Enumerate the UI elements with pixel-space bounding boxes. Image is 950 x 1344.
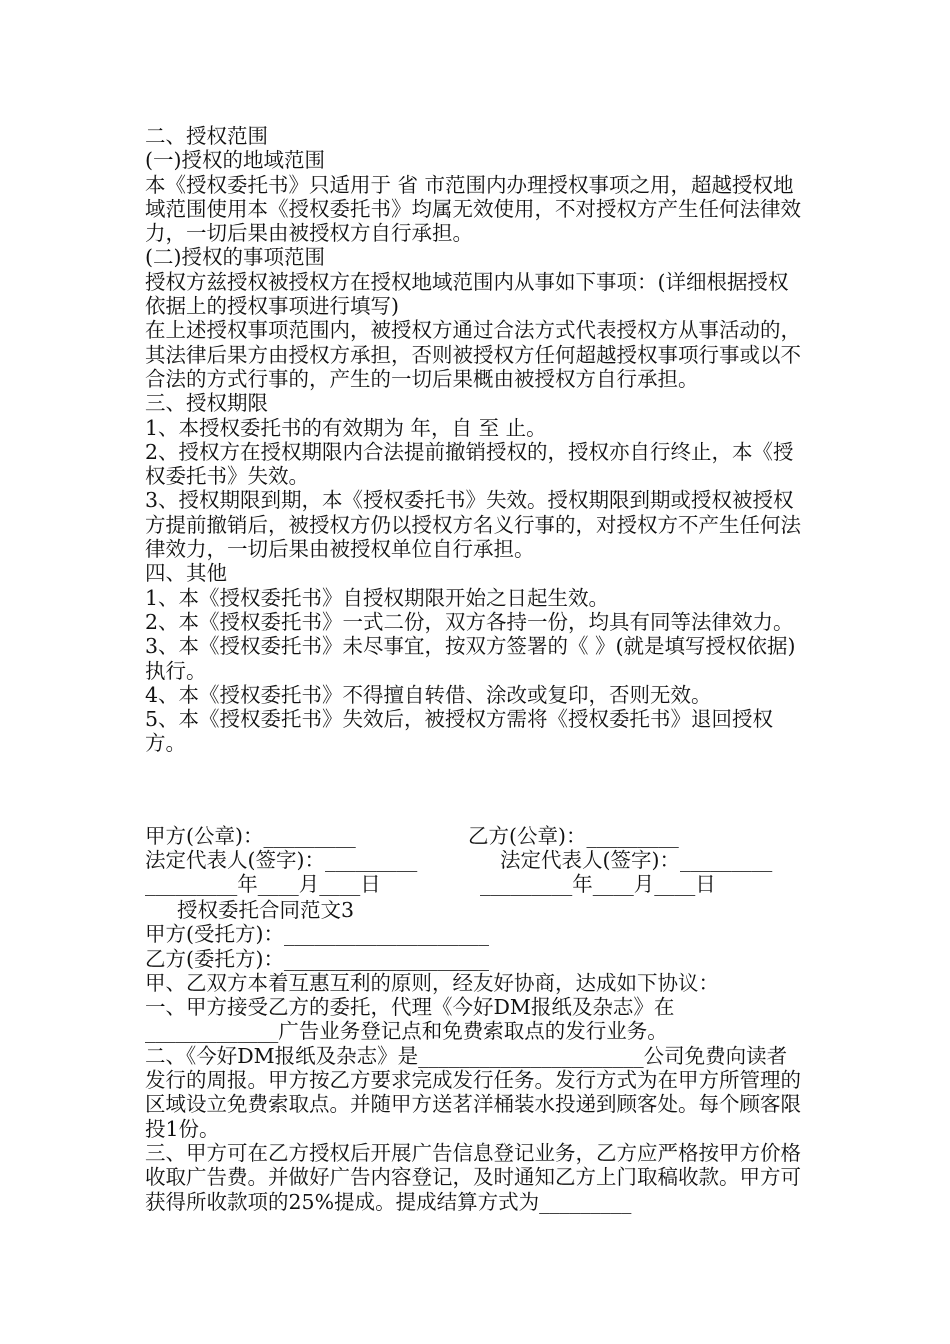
paragraph: 4、本《授权委托书》不得擅自转借、涂改或复印，否则无效。 [145,682,712,707]
party-a-seal-line: 甲方(公章)：_________ [145,824,356,848]
paragraph: 二、《今好DM报纸及杂志》是______________________公司免费向读者发行的周报。甲方按乙方要求完成发行任务。发行方式为在甲方所管理的区域设立免费索取点。并随甲方送茗洋桶装水投递到顾客处。每个顾客限投1份。 [145,1043,801,1141]
paragraph: 5、本《授权委托书》失效后，被授权方需将《授权委托书》退回授权方。 [145,707,774,756]
paragraph: 一、甲方接受乙方的委托，代理《今好DM报纸及杂志》在_____________广告业务登记点和免费索取点的发行业务。 [145,995,675,1044]
paragraph: 2、授权方在授权期限内合法提前撤销授权的，授权亦自行终止，本《授权委托书》失效。 [145,439,794,489]
section-heading: 四、其他 [145,561,227,586]
contract-section [145,898,807,1214]
paragraph: 乙方(委托方)：____________________ [145,946,489,971]
party-a-date-line: _________年____月____日 [145,872,381,896]
paragraph: 3、授权期限到期，本《授权委托书》失效。授权期限到期或授权被授权方提前撤销后，被授权方仍以授权方名义行事的，对授权方不产生任何法律效力，一切后果由被授权单位自行承担。 [145,488,801,562]
paragraph: 本《授权委托书》只适用于 省 市范围内办理授权事项之用，超越授权地域范围使用本《授权委托书》均属无效使用，不对授权方产生任何法律效力，一切后果由被授权方自行承担。 [145,172,801,246]
document-body [145,124,807,756]
party-a-representative-line: 法定代表人(签字)：_________ [145,848,418,872]
subsection-heading: (一)授权的地域范围 [145,148,325,173]
party-b-representative-line: 法定代表人(签字)：_________ [500,848,773,872]
paragraph: 1、本《授权委托书》自授权期限开始之日起生效。 [145,585,610,610]
paragraph: 甲、乙双方本着互惠互利的原则，经友好协商，达成如下协议： [145,970,719,995]
paragraph: 甲方(受托方)：____________________ [145,922,489,947]
party-b-date-line: _________年____月____日 [480,872,716,896]
section-heading: 三、授权期限 [145,391,268,416]
section-heading: 二、授权范围 [145,124,268,148]
contract-title: 授权委托合同范文3 [177,898,355,922]
paragraph: 1、本授权委托书的有效期为 年，自 至 止。 [145,415,547,440]
subsection-heading: (二)授权的事项范围 [145,245,325,270]
party-b-seal-line: 乙方(公章)：_________ [468,824,679,848]
paragraph: 授权方兹授权被授权方在授权地域范围内从事如下事项：(详细根据授权依据上的授权事项进行填写) [145,269,789,319]
paragraph: 在上述授权事项范围内，被授权方通过合法方式代表授权方从事活动的，其法律后果方由授权方承担，否则被授权方任何超越授权事项行事或以不合法的方式行事的，产生的一切后果概由被授权方自行承担。 [145,318,801,391]
paragraph: 2、本《授权委托书》一式二份，双方各持一份，均具有同等法律效力。 [145,609,794,634]
paragraph: 3、本《授权委托书》未尽事宜，按双方签署的《 》(就是填写授权依据)执行。 [145,634,796,683]
paragraph: 三、甲方可在乙方授权后开展广告信息登记业务，乙方应严格按甲方价格收取广告费。并做好广告内容登记，及时通知乙方上门取稿收款。甲方可获得所收款项的25%提成。提成结算方式为_________ [145,1140,801,1214]
